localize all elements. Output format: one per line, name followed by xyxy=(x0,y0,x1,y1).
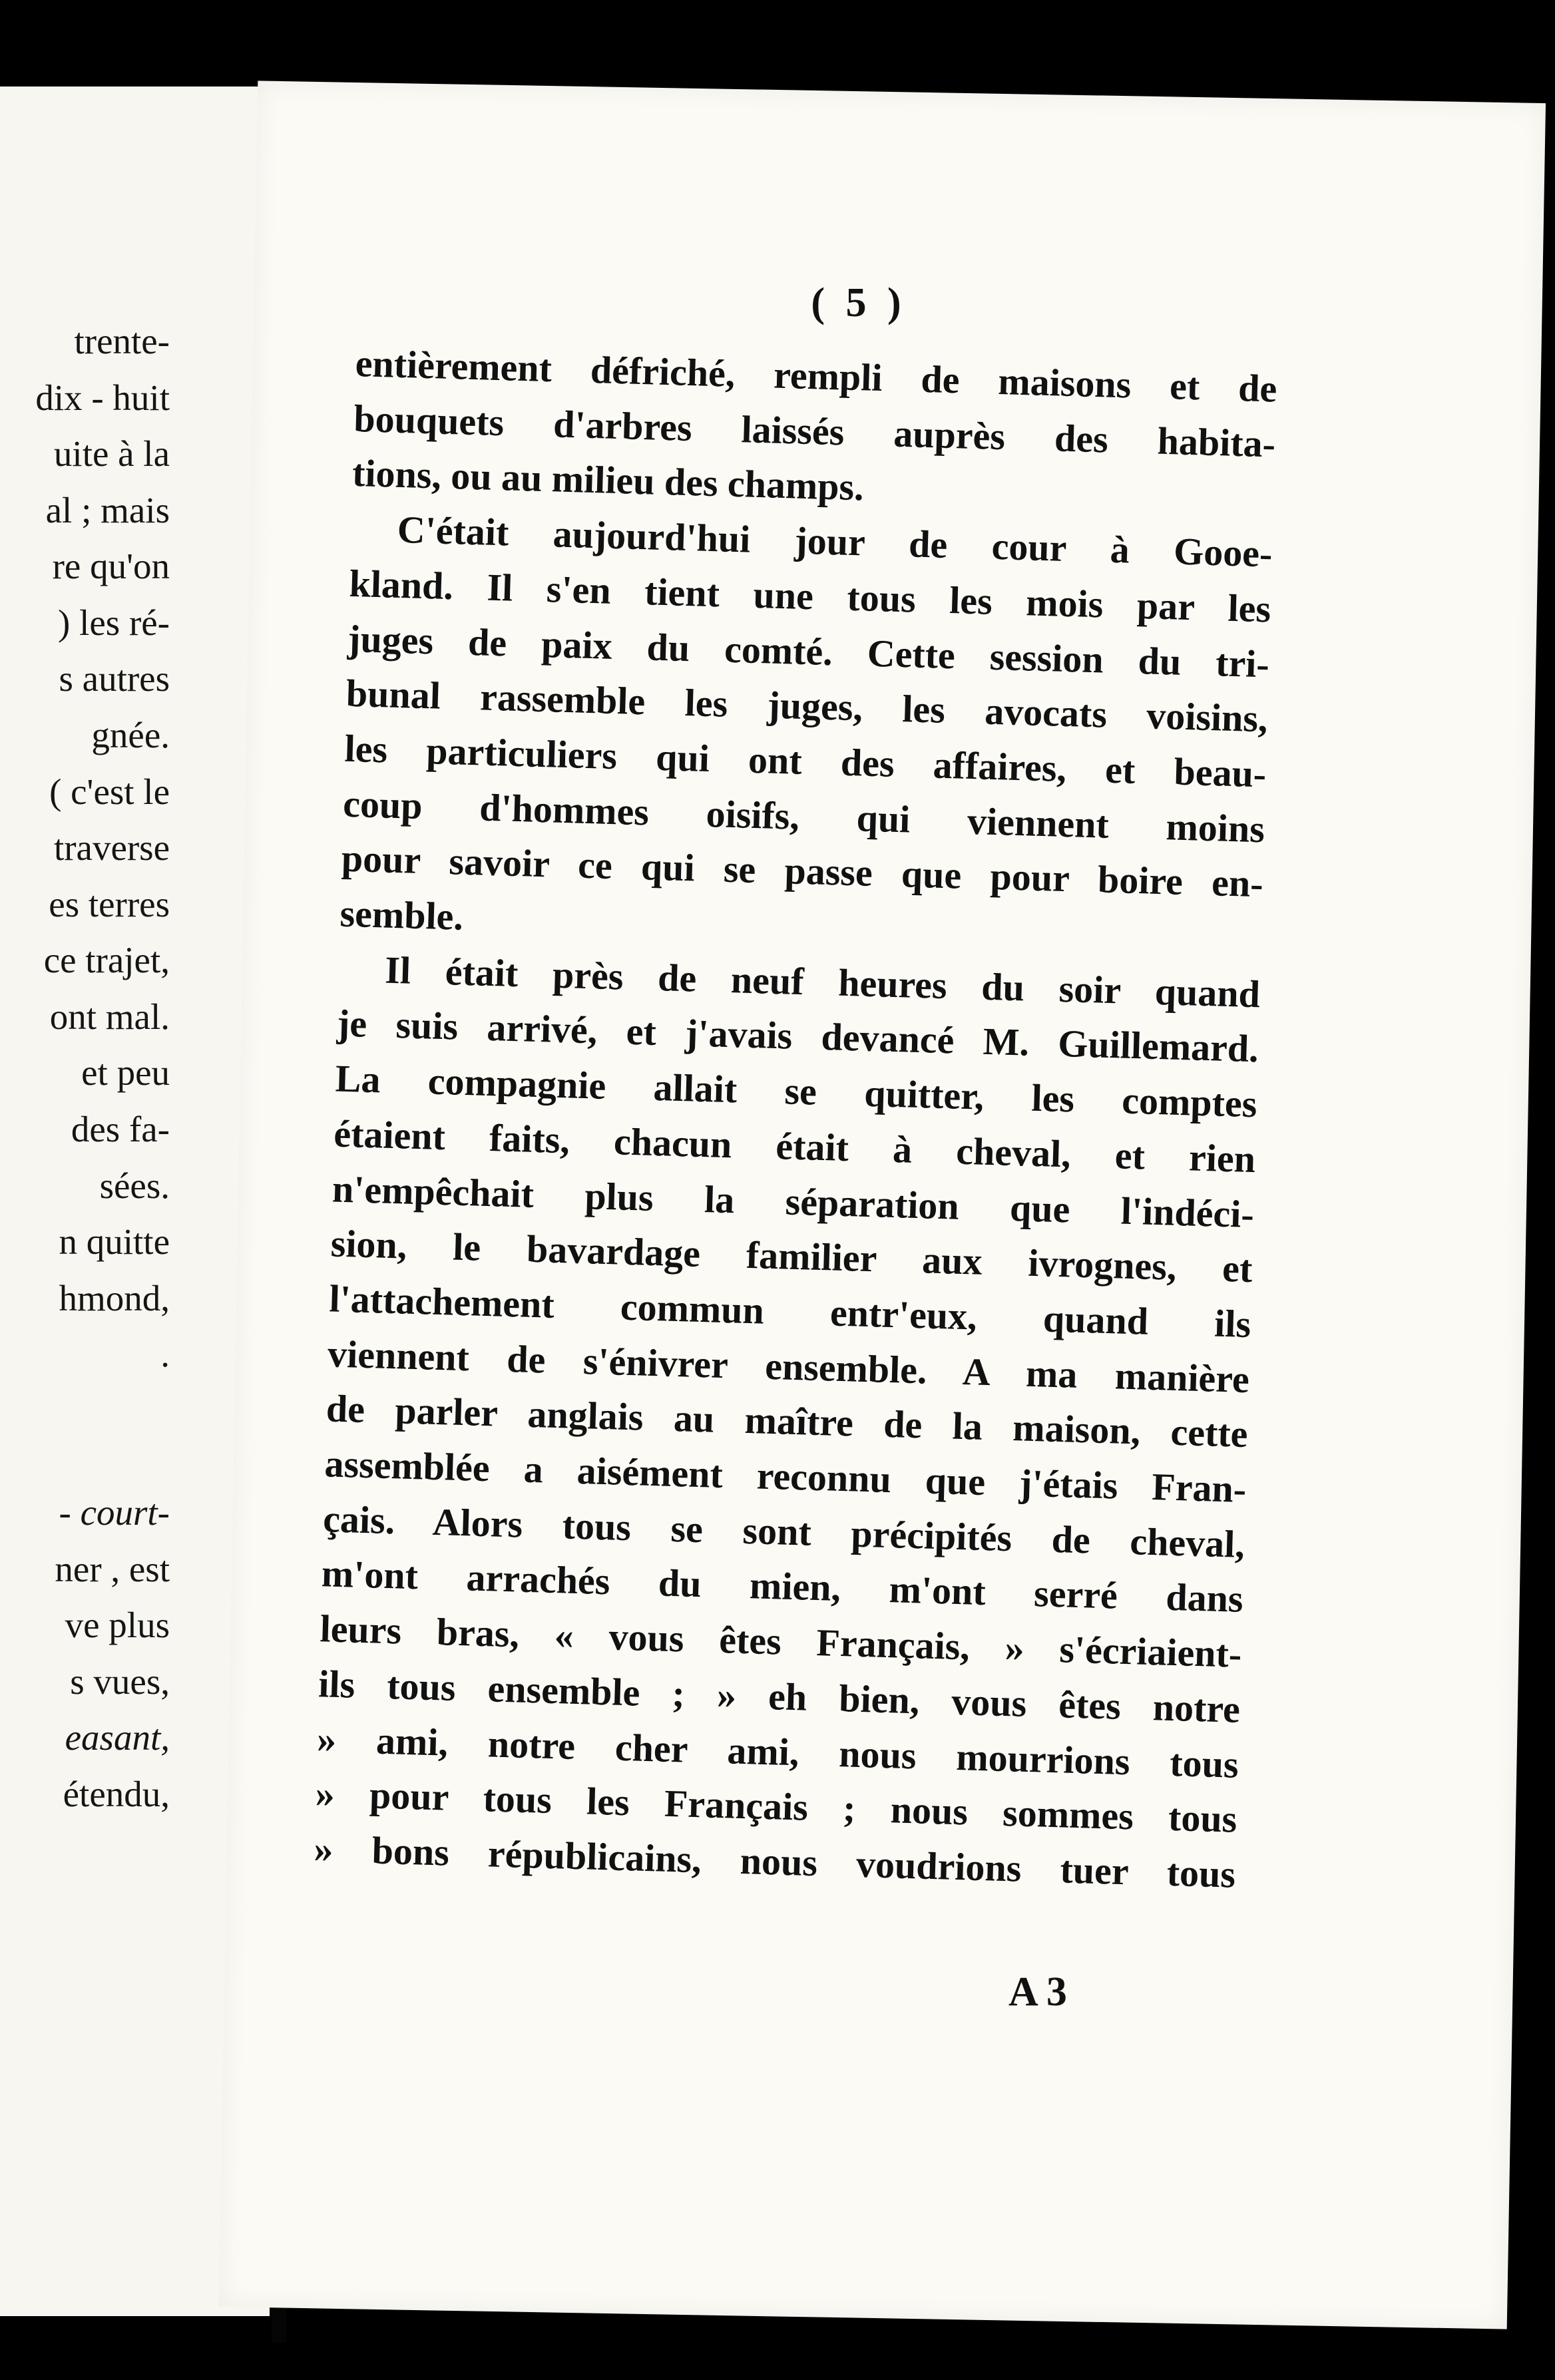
text-line: l'attachement commun entr'eux, quand ils xyxy=(328,1277,1251,1346)
left-page-line: dix - huit xyxy=(35,377,170,418)
text-line: m'ont arrachés du mien, m'ont serré dans xyxy=(321,1551,1244,1621)
left-page-line: des fa- xyxy=(71,1109,170,1149)
left-page-line: . xyxy=(160,1334,170,1374)
text-line: » pour tous les Français ; nous sommes tous xyxy=(314,1772,1238,1842)
left-page-line: ve plus xyxy=(65,1605,170,1645)
text-line: çais. Alors tous se sont précipités de cheval, xyxy=(322,1497,1245,1566)
left-page-line: traverse xyxy=(53,827,170,868)
left-page-line: es terres xyxy=(49,884,170,924)
text-line: n'empêchait plus la séparation que l'indéci- xyxy=(332,1167,1255,1236)
left-page-line: sées. xyxy=(99,1165,170,1206)
text-line: C'était aujourd'hui jour de cour à Gooe- xyxy=(397,507,1273,576)
left-page-line: al ; mais xyxy=(45,490,170,530)
page-body xyxy=(313,336,1277,1902)
left-page-line: re qu'on xyxy=(52,546,170,586)
left-page-line: gnée. xyxy=(91,715,170,755)
left-page-line: ) les ré- xyxy=(58,602,170,643)
left-page-line: s autres xyxy=(59,658,170,699)
left-page-line: hmond, xyxy=(59,1278,170,1318)
text-line: » bons républicains, nous voudrions tuer tous xyxy=(313,1827,1236,1896)
text-line: » ami, notre cher ami, nous mourrions tous xyxy=(316,1716,1239,1786)
page-number: ( 5 ) xyxy=(811,280,907,325)
text-line: bouquets d'arbres laissés auprès des habita- xyxy=(353,396,1276,466)
text-line: les particuliers qui ont des affaires, et beau- xyxy=(343,726,1267,796)
left-page-line: n quitte xyxy=(59,1221,170,1262)
text-line: assemblée a aisément reconnu que j'étais Fran- xyxy=(324,1442,1247,1511)
text-line: entièrement défriché, rempli de maisons et de xyxy=(354,341,1278,411)
left-page-line: s vues, xyxy=(70,1661,170,1702)
text-line: leurs bras, « vous êtes Français, » s'écriaient- xyxy=(319,1607,1243,1677)
text-line: je suis arrivé, et j'avais devancé M. Guillemard. xyxy=(336,1002,1259,1071)
left-page-line: uite à la xyxy=(53,433,170,474)
left-page-line: - court- xyxy=(59,1492,170,1533)
left-page-line: ont mal. xyxy=(49,996,170,1037)
text-line: pour savoir ce qui se passe que pour boire en- xyxy=(341,837,1264,906)
text-line: kland. Il s'en tient une tous les mois par les xyxy=(348,561,1271,631)
text-line: ils tous ensemble ; » eh bien, vous êtes notre xyxy=(318,1662,1241,1731)
text-line: Il était près de neuf heures du soir quand xyxy=(384,948,1261,1016)
text-line: étaient faits, chacun était à cheval, et rien xyxy=(333,1111,1256,1181)
text-line: semble. xyxy=(339,891,464,938)
left-page-line: ce trajet, xyxy=(43,940,170,980)
printer-signature-mark: A 3 xyxy=(1008,1969,1067,2015)
left-page-line: trente- xyxy=(74,321,170,361)
left-page-line: easant, xyxy=(65,1717,170,1758)
text-line: coup d'hommes oisifs, qui viennent moins xyxy=(342,781,1265,851)
left-page-line: étendu, xyxy=(63,1774,170,1814)
text-line: de parler anglais au maître de la maison, cette xyxy=(326,1386,1249,1456)
left-page-line: ner , est xyxy=(55,1549,170,1589)
text-line: viennent de s'énivrer ensemble. A ma manière xyxy=(327,1332,1250,1401)
text-line: bunal rassemble les juges, les avocats voisins, xyxy=(345,672,1269,741)
text-line: sion, le bavardage familier aux ivrognes, et xyxy=(330,1221,1253,1291)
left-page-line: et peu xyxy=(81,1052,170,1093)
left-page-line: ( c'est le xyxy=(49,771,170,812)
text-line: tions, ou au milieu des champs. xyxy=(351,451,865,509)
text-line: juges de paix du comté. Cette session du tri- xyxy=(347,616,1270,686)
text-line: La compagnie allait se quitter, les comptes xyxy=(334,1056,1258,1126)
